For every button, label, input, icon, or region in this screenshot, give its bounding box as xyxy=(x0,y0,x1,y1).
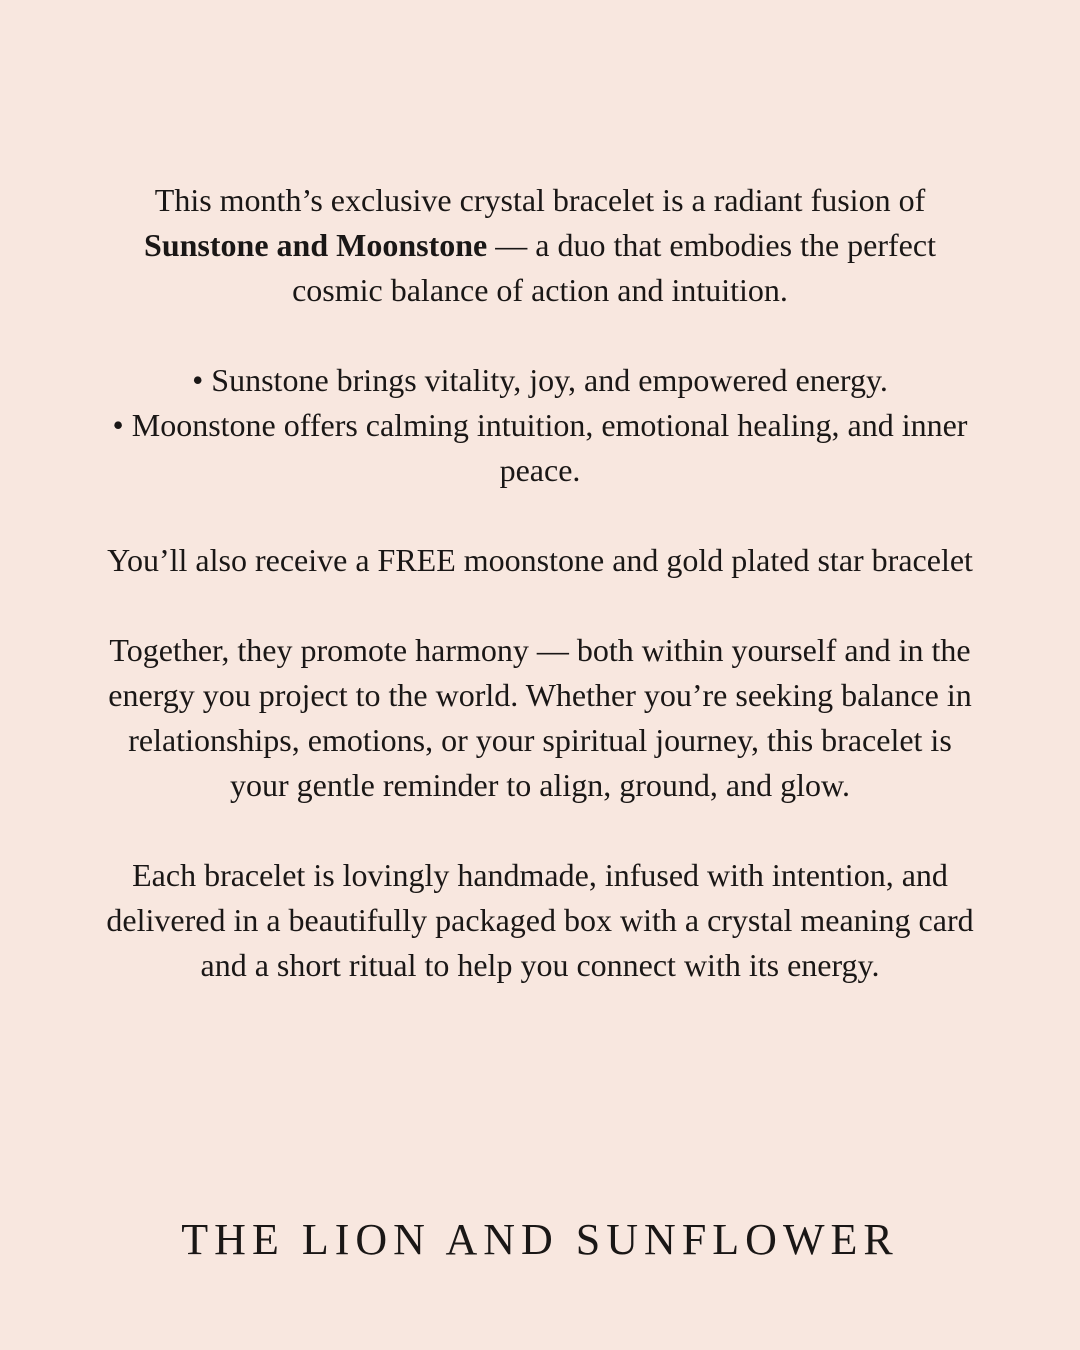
intro-bold-crystals: Sunstone and Moonstone xyxy=(144,227,488,263)
intro-text-after: — a duo that embodies the perfect cosmic balance of action and intuition. xyxy=(292,227,936,308)
handmade-paragraph: Each bracelet is lovingly handmade, infused with intention, and delivered in a beautifully packaged box with a crystal meaning card and a short ritual to help you connect with its energy. xyxy=(106,857,974,983)
benefit-sunstone: • Sunstone brings vitality, joy, and empowered energy. xyxy=(192,362,888,398)
intro-text-before: This month’s exclusive crystal bracelet is a radiant fusion of xyxy=(154,182,926,218)
benefits-list xyxy=(100,358,980,493)
harmony-paragraph: Together, they promote harmony — both within yourself and in the energy you project to the world. Whether you’re seeking balance in relationships, emotions, or your spiritual journey, this bracelet is your gentle reminder to align, ground, and glow. xyxy=(108,632,972,803)
description-block xyxy=(100,178,980,988)
intro-paragraph xyxy=(100,178,980,313)
free-gift-paragraph: You’ll also receive a FREE moonstone and gold plated star bracelet xyxy=(107,542,973,578)
benefit-moonstone: • Moonstone offers calming intuition, emotional healing, and inner peace. xyxy=(112,407,968,488)
brand-name: THE LION AND SUNFLOWER xyxy=(181,1215,899,1264)
